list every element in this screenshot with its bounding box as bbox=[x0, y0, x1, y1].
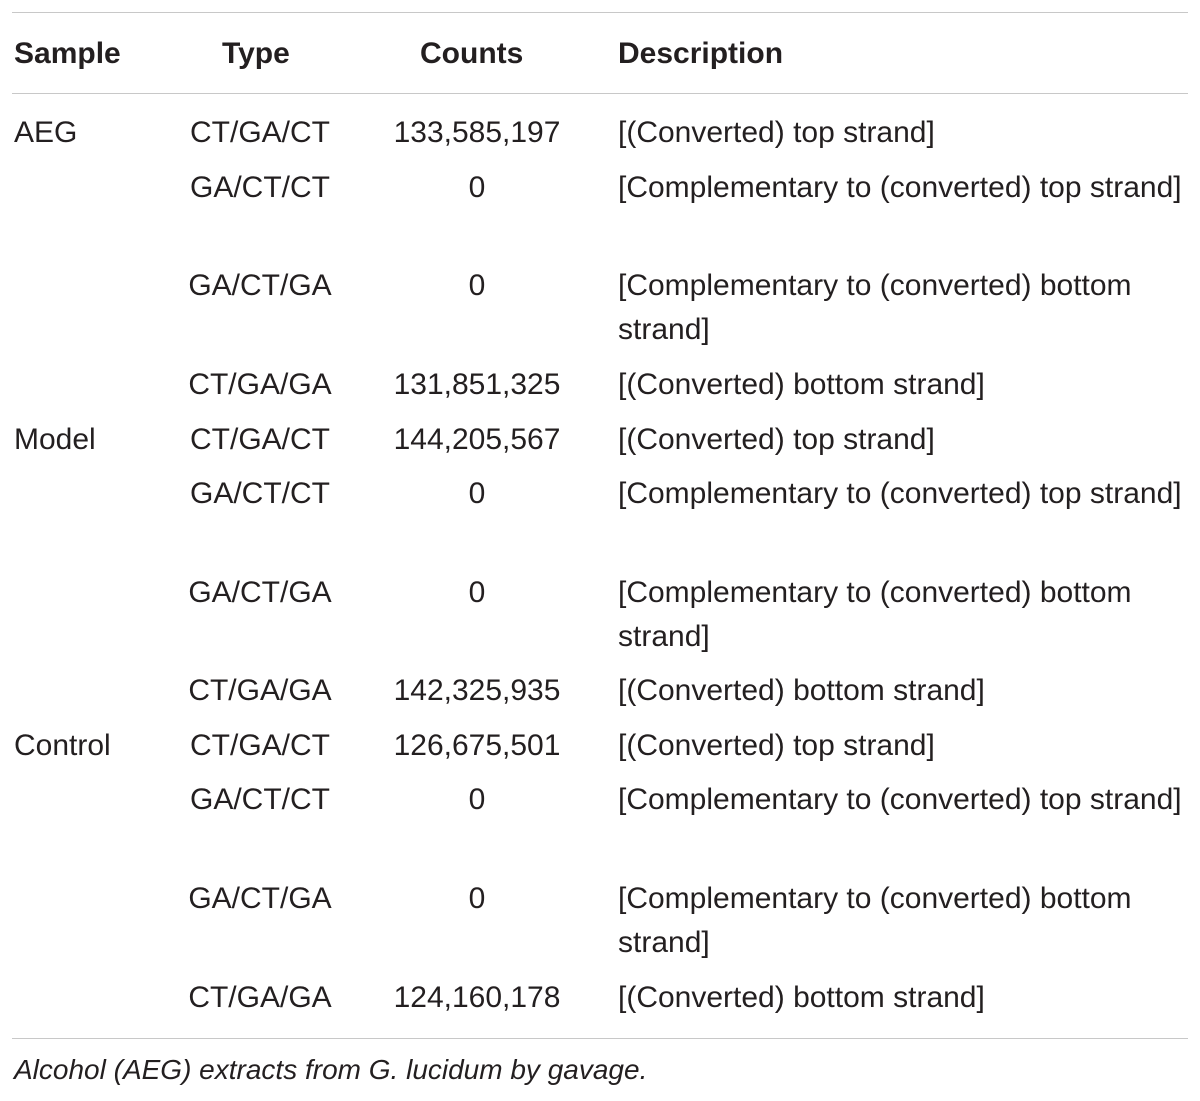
cell-counts: 0 bbox=[468, 576, 486, 609]
cell-description: [Complementary to (converted) bottom strand] bbox=[618, 576, 1132, 653]
cell-type: GA/CT/GA bbox=[188, 576, 332, 609]
cell-counts: 124,160,178 bbox=[393, 981, 561, 1014]
cell-type: CT/GA/GA bbox=[188, 674, 332, 707]
table-footnote: Alcohol (AEG) extracts from G. lucidum by gavage. bbox=[14, 1054, 648, 1085]
cell-description: [(Converted) top strand] bbox=[618, 423, 935, 456]
cell-sample: Model bbox=[14, 423, 96, 456]
cell-counts: 0 bbox=[468, 882, 486, 915]
cell-type: GA/CT/CT bbox=[190, 171, 330, 204]
cell-counts: 144,205,567 bbox=[393, 423, 561, 456]
cell-description: [Complementary to (converted) top strand] bbox=[618, 171, 1182, 204]
cell-counts: 126,675,501 bbox=[393, 729, 561, 762]
header-counts: Counts bbox=[420, 37, 524, 70]
cell-description: [(Converted) top strand] bbox=[618, 116, 935, 149]
header-type: Type bbox=[222, 37, 290, 70]
cell-type: CT/GA/CT bbox=[190, 116, 330, 149]
header-rule bbox=[12, 93, 1188, 94]
cell-counts: 0 bbox=[468, 171, 486, 204]
top-rule bbox=[12, 12, 1188, 13]
header-sample: Sample bbox=[14, 37, 121, 70]
cell-type: GA/CT/CT bbox=[190, 783, 330, 816]
cell-description: [(Converted) bottom strand] bbox=[618, 674, 985, 707]
cell-description: [Complementary to (converted) bottom strand] bbox=[618, 269, 1132, 346]
cell-counts: 131,851,325 bbox=[393, 368, 561, 401]
cell-counts: 133,585,197 bbox=[393, 116, 561, 149]
cell-type: CT/GA/GA bbox=[188, 981, 332, 1014]
cell-counts: 142,325,935 bbox=[393, 674, 561, 707]
cell-counts: 0 bbox=[468, 783, 486, 816]
cell-description: [Complementary to (converted) top strand] bbox=[618, 783, 1182, 816]
cell-counts: 0 bbox=[468, 269, 486, 302]
cell-sample: AEG bbox=[14, 116, 78, 149]
cell-type: CT/GA/CT bbox=[190, 729, 330, 762]
cell-type: CT/GA/GA bbox=[188, 368, 332, 401]
bottom-rule bbox=[12, 1038, 1188, 1039]
cell-sample: Control bbox=[14, 729, 111, 762]
cell-description: [Complementary to (converted) top strand] bbox=[618, 477, 1182, 510]
cell-description: [(Converted) bottom strand] bbox=[618, 981, 985, 1014]
cell-type: GA/CT/CT bbox=[190, 477, 330, 510]
cell-counts: 0 bbox=[468, 477, 486, 510]
cell-description: [Complementary to (converted) bottom strand] bbox=[618, 882, 1132, 959]
cell-type: CT/GA/CT bbox=[190, 423, 330, 456]
header-description: Description bbox=[618, 37, 784, 70]
table-header bbox=[0, 30, 1200, 78]
cell-type: GA/CT/GA bbox=[188, 269, 332, 302]
cell-description: [(Converted) bottom strand] bbox=[618, 368, 985, 401]
cell-type: GA/CT/GA bbox=[188, 882, 332, 915]
cell-description: [(Converted) top strand] bbox=[618, 729, 935, 762]
